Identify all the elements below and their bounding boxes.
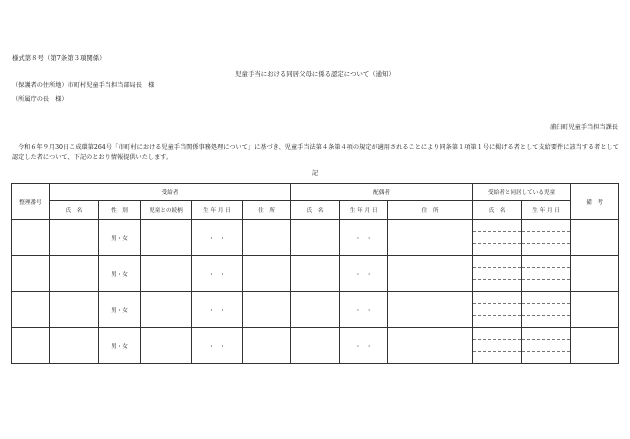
spouse-address-cell[interactable] xyxy=(388,220,473,256)
recipient-address-cell[interactable] xyxy=(243,292,291,328)
table-row xyxy=(12,292,619,304)
recipient-relation-cell[interactable] xyxy=(141,256,192,292)
remarks-cell[interactable] xyxy=(571,328,619,364)
child-birth-cell[interactable] xyxy=(522,292,571,304)
recipient-address-cell[interactable] xyxy=(243,328,291,364)
child-name-cell[interactable] xyxy=(473,352,522,364)
child-birth-cell[interactable] xyxy=(522,244,571,256)
child-birth-cell[interactable] xyxy=(522,280,571,292)
recipient-sex-cell[interactable]: 男・女 xyxy=(99,328,141,364)
child-birth-cell[interactable] xyxy=(522,340,571,352)
spouse-birth-cell[interactable]: ・ ・ xyxy=(340,220,388,256)
child-name-cell[interactable] xyxy=(473,292,522,304)
table-row xyxy=(12,328,619,340)
body-paragraph: 令和６年９月30日こ成環第264号「市町村における児童手当関係事務処理について」に基づき、児童手当法第４条第４項の規定が適用されることにより同条第１項第１号に掲げる者として支給要件に該当する者として認定した者について、下記のとおり情報提供いたします。 xyxy=(12,144,619,161)
recipient-relation-cell[interactable] xyxy=(141,292,192,328)
child-birth-cell[interactable] xyxy=(522,268,571,280)
child-name-cell[interactable] xyxy=(473,316,522,328)
recipient-sex-cell[interactable]: 男・女 xyxy=(99,256,141,292)
child-birth-cell[interactable] xyxy=(522,328,571,340)
child-birth-cell[interactable] xyxy=(522,232,571,244)
header-recipient-relation: 児童との続柄 xyxy=(141,201,192,220)
recipient-birth-cell[interactable]: ・ ・ xyxy=(192,328,243,364)
table-row xyxy=(12,220,619,232)
sender: 浦臼町児童手当担当課長 xyxy=(549,124,618,131)
recipient-name-cell[interactable] xyxy=(50,220,99,256)
child-birth-cell[interactable] xyxy=(522,352,571,364)
child-name-cell[interactable] xyxy=(473,340,522,352)
spouse-name-cell[interactable] xyxy=(291,256,340,292)
recipient-relation-cell[interactable] xyxy=(141,328,192,364)
child-name-cell[interactable] xyxy=(473,280,522,292)
addressee-line-1: （保護者の住所地）市町村児童手当担当部局長 様 xyxy=(12,82,155,89)
header-recipient: 受給者 xyxy=(50,184,291,201)
header-reference-number: 整理番号 xyxy=(12,184,50,220)
remarks-cell[interactable] xyxy=(571,256,619,292)
spouse-address-cell[interactable] xyxy=(388,328,473,364)
header-child-birth: 生 年 月 日 xyxy=(522,201,571,220)
form-number: 様式第８号（第7条第３項関係） xyxy=(12,54,106,62)
recipient-sex-cell[interactable]: 男・女 xyxy=(99,292,141,328)
recipient-name-cell[interactable] xyxy=(50,256,99,292)
reference-number-cell[interactable] xyxy=(12,328,50,364)
spouse-address-cell[interactable] xyxy=(388,256,473,292)
header-recipient-address: 住 所 xyxy=(243,201,291,220)
spouse-address-cell[interactable] xyxy=(388,292,473,328)
header-remarks: 備 考 xyxy=(571,184,619,220)
recipient-relation-cell[interactable] xyxy=(141,220,192,256)
document-title: 児童手当における同居父母に係る認定について（通知） xyxy=(235,70,395,78)
header-spouse-birth: 生 年 月 日 xyxy=(340,201,388,220)
spouse-birth-cell[interactable]: ・ ・ xyxy=(340,328,388,364)
remarks-cell[interactable] xyxy=(571,220,619,256)
table-row xyxy=(12,256,619,268)
child-name-cell[interactable] xyxy=(473,244,522,256)
header-child: 受給者と同居している児童 xyxy=(473,184,571,201)
header-spouse-address: 住 所 xyxy=(388,201,473,220)
remarks-cell[interactable] xyxy=(571,292,619,328)
recipient-address-cell[interactable] xyxy=(243,220,291,256)
header-child-name: 氏 名 xyxy=(473,201,522,220)
addressee-line-2: （所属庁の長 様） xyxy=(12,96,68,103)
child-birth-cell[interactable] xyxy=(522,304,571,316)
child-birth-cell[interactable] xyxy=(522,316,571,328)
child-name-cell[interactable] xyxy=(473,328,522,340)
spouse-name-cell[interactable] xyxy=(291,220,340,256)
spouse-birth-cell[interactable]: ・ ・ xyxy=(340,256,388,292)
reference-number-cell[interactable] xyxy=(12,220,50,256)
ki-label: 記 xyxy=(311,170,319,177)
recipient-birth-cell[interactable]: ・ ・ xyxy=(192,220,243,256)
header-recipient-name: 氏 名 xyxy=(50,201,99,220)
spouse-name-cell[interactable] xyxy=(291,328,340,364)
recipient-address-cell[interactable] xyxy=(243,256,291,292)
recipient-name-cell[interactable] xyxy=(50,328,99,364)
recipient-birth-cell[interactable]: ・ ・ xyxy=(192,256,243,292)
child-name-cell[interactable] xyxy=(473,256,522,268)
header-recipient-sex: 性 別 xyxy=(99,201,141,220)
reference-number-cell[interactable] xyxy=(12,256,50,292)
info-table xyxy=(11,183,619,364)
child-birth-cell[interactable] xyxy=(522,220,571,232)
recipient-sex-cell[interactable]: 男・女 xyxy=(99,220,141,256)
spouse-birth-cell[interactable]: ・ ・ xyxy=(340,292,388,328)
reference-number-cell[interactable] xyxy=(12,292,50,328)
child-name-cell[interactable] xyxy=(473,232,522,244)
recipient-birth-cell[interactable]: ・ ・ xyxy=(192,292,243,328)
child-name-cell[interactable] xyxy=(473,220,522,232)
child-birth-cell[interactable] xyxy=(522,256,571,268)
child-name-cell[interactable] xyxy=(473,268,522,280)
header-recipient-birth: 生 年 月 日 xyxy=(192,201,243,220)
recipient-name-cell[interactable] xyxy=(50,292,99,328)
child-name-cell[interactable] xyxy=(473,304,522,316)
header-spouse: 配偶者 xyxy=(291,184,473,201)
header-spouse-name: 氏 名 xyxy=(291,201,340,220)
spouse-name-cell[interactable] xyxy=(291,292,340,328)
